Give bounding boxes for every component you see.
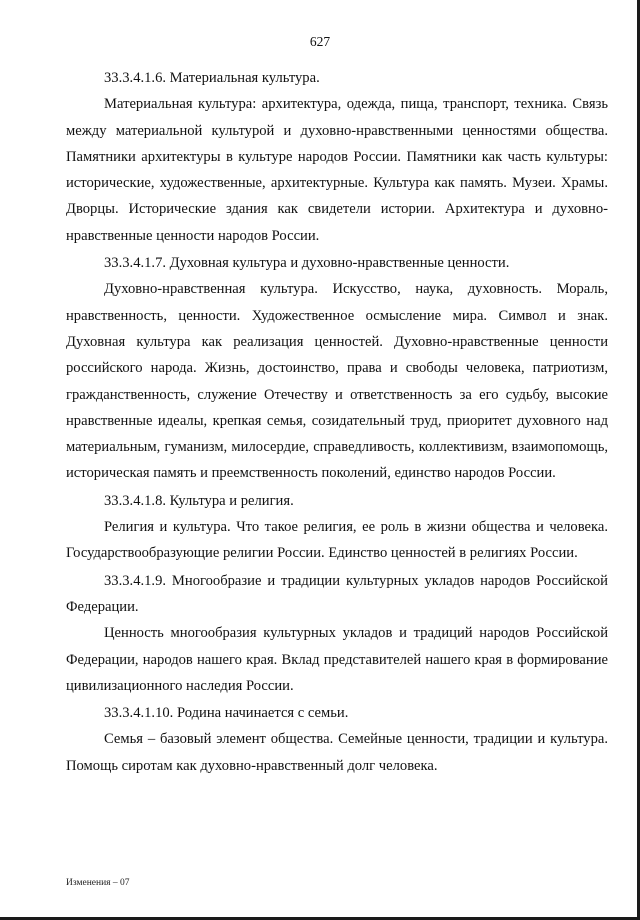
section-heading-33-3-4-1-7: 33.3.4.1.7. Духовная культура и духовно-нравственные ценности.: [104, 255, 510, 272]
section-body-spiritual-culture: Духовно-нравственная культура. Искусство, наука, духовность. Мораль, нравственность, ценности. Художественное осмысление мира. Символ и знак. Духовная культура как реализация ценностей. Духовно-нравственные ценности российского народа. Жизнь, достоинство, права и свободы человека, патриотизм, гражданственность, служение Отечеству и ответственность за его судьбу, высокие нравственные идеалы, крепкая семья, созидательный труд, приоритет духовного над материальным, гуманизм, милосердие, справедливость, коллективизм, взаимопомощь, историческая память и преемственность поколений, единство народов России.: [66, 281, 608, 482]
section-body-culture-religion: Религия и культура. Что такое религия, ее роль в жизни общества и человека. Государствообразующие религии России. Единство ценностей в религиях России.: [66, 519, 608, 562]
page-number: 627: [309, 34, 331, 49]
section-body-cultural-diversity: Ценность многообразия культурных укладов и традиций народов Российской Федерации, народов нашего края. Вклад представителей нашего края в формирование цивилизационного наследия России.: [66, 625, 608, 694]
section-heading-33-3-4-1-8: 33.3.4.1.8. Культура и религия.: [104, 492, 294, 509]
footer-revision-note: Изменения – 07: [66, 878, 130, 888]
section-heading-33-3-4-1-6: 33.3.4.1.6. Материальная культура.: [104, 70, 320, 86]
section-body-family: Семья – базовый элемент общества. Семейные ценности, традиции и культура. Помощь сиротам как духовно-нравственный долг человека.: [66, 731, 608, 774]
section-heading-33-3-4-1-9: 33.3.4.1.9. Многообразие и традиции культурных укладов народов Российской Федерации.: [66, 572, 608, 615]
section-body-material-culture: Материальная культура: архитектура, одежда, пища, транспорт, техника. Связь между материальной культурой и духовно-нравственными ценностями общества. Памятники архитектуры в культуре народов России. Памятники как часть культуры: исторические, художественные, архитектурные. Культура как память. Музеи. Храмы. Дворцы. Исторические здания как свидетели истории. Архитектура и духовно-нравственные ценности народов России.: [66, 96, 608, 244]
section-heading-33-3-4-1-10: 33.3.4.1.10. Родина начинается с семьи.: [104, 705, 349, 722]
document-body: [66, 64, 608, 779]
